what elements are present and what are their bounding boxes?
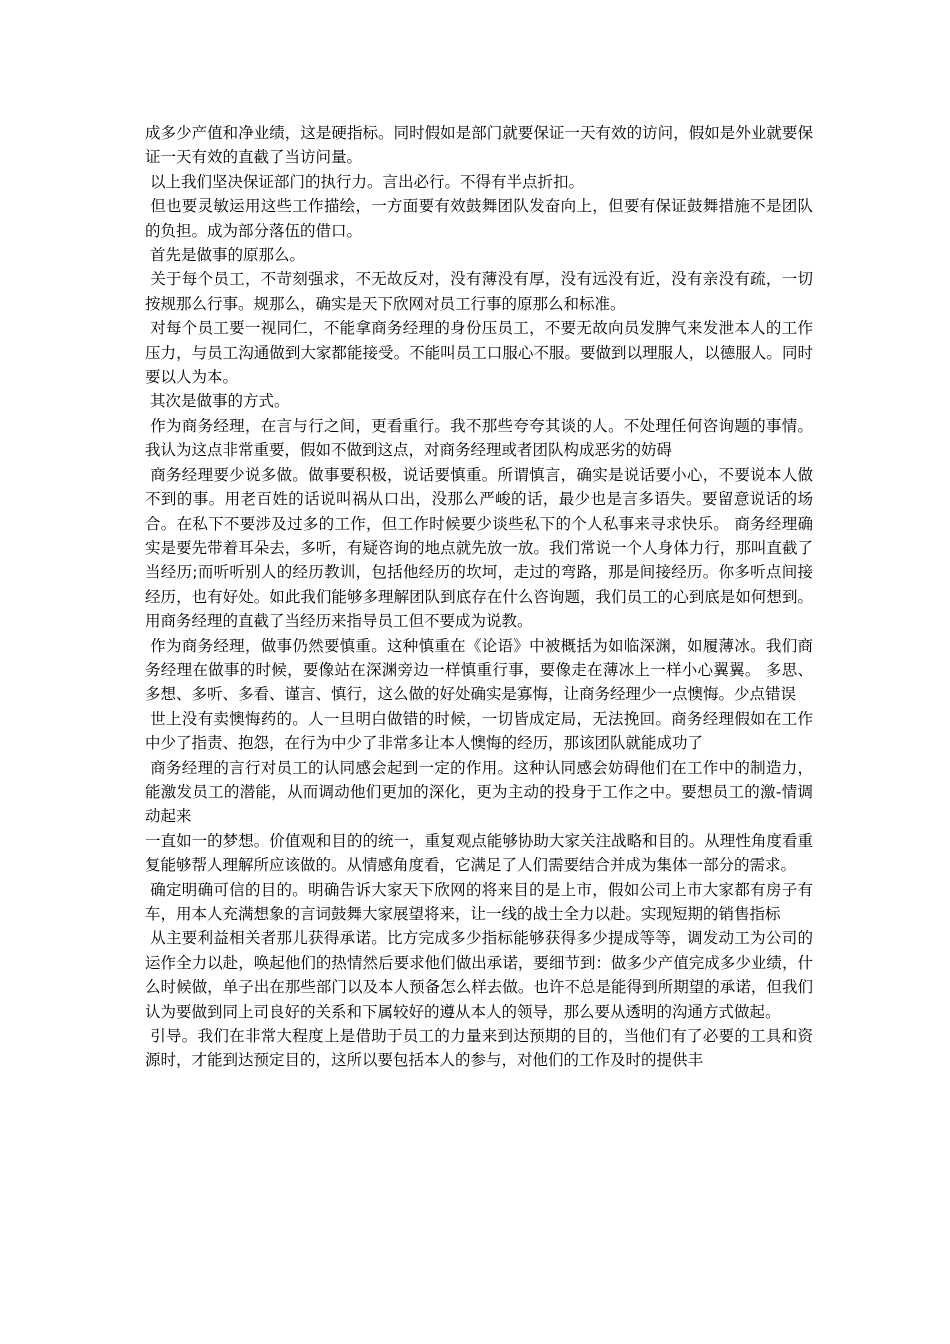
paragraph: 作为商务经理，在言与行之间，更看重行。我不那些夸夸其谈的人。不处理任何咨询题的事情。我认为这点非常重要，假如不做到这点，对商务经理或者团队构成恶劣的妨碍 bbox=[145, 416, 813, 460]
document-page bbox=[145, 121, 813, 1073]
paragraph: 引导。我们在非常大程度上是借助于员工的力量来到达预期的目的，当他们有了必要的工具和资源时，才能到达预定目的，这所以要包括本人的参与，对他们的工作及时的提供丰 bbox=[145, 1027, 813, 1070]
paragraph: 世上没有卖懊悔药的。人一旦明白做错的时候，一切皆成定局，无法挽回。商务经理假如在工作中少了指责、抱怨，在行为中少了非常多让本人懊悔的经历，那该团队就能成功了 bbox=[145, 709, 813, 753]
paragraph: 商务经理的言行对员工的认同感会起到一定的作用。这种认同感会妨碍他们在工作中的制造力，能激发员工的潜能，从而调动他们更加的深化，更为主动的投身于工作之中。要想员工的激-情调动起来 bbox=[145, 758, 813, 826]
paragraph: 其次是做事的方式。 bbox=[145, 392, 290, 411]
paragraph: 但也要灵敏运用这些工作描绘，一方面要有效鼓舞团队发奋向上，但要有保证鼓舞措施不是团队的负担。成为部分落伍的借口。 bbox=[145, 197, 813, 240]
paragraph: 首先是做事的原那么。 bbox=[145, 246, 305, 265]
paragraph: 一直如一的梦想。价值观和目的的统一，重复观点能够协助大家关注战略和目的。从理性角度看重复能够帮人理解所应该做的。从情感角度看，它满足了人们需要结合并成为集体一部分的需求。 bbox=[145, 831, 813, 875]
paragraph: 从主要利益相关者那儿获得承诺。比方完成多少指标能够获得多少提成等等，调发动工为公司的运作全力以赴，唤起他们的热情然后要求他们做出承诺，要细节到：做多少产值完成多少业绩，什么时候做，单子出在那些部门以及本人预备怎么样去做。也许不总是能得到所期望的承诺，但我们认为要做到同上司良好的关系和下属较好的遵从本人的领导，那么要从透明的沟通方式做起。 bbox=[145, 929, 813, 1021]
paragraph: 作为商务经理，做事仍然要慎重。这种慎重在《论语》中被概括为如临深渊，如履薄冰。我们商务经理在做事的时候，要像站在深渊旁边一样慎重行事，要像走在薄冰上一样小心翼翼。 多思、多想、多听、多看、谨言、慎行，这么做的好处确实是寡悔，让商务经理少一点懊悔。少点错误 bbox=[145, 636, 813, 704]
paragraph: 对每个员工要一视同仁，不能拿商务经理的身份压员工，不要无故向员发脾气来发泄本人的工作压力，与员工沟通做到大家都能接受。不能叫员工口服心不服。要做到以理服人，以德服人。同时要以人为本。 bbox=[145, 319, 813, 387]
paragraph: 以上我们坚决保证部门的执行力。言出必行。不得有半点折扣。 bbox=[145, 172, 584, 191]
paragraph: 确定明确可信的目的。明确告诉大家天下欣网的将来目的是上市，假如公司上市大家都有房子有车，用本人充满想象的言词鼓舞大家展望将来，让一线的战士全力以赴。实现短期的销售指标 bbox=[145, 880, 813, 923]
paragraph: 关于每个员工，不苛刻强求，不无故反对，没有薄没有厚，没有远没有近，没有亲没有疏，一切按规那么行事。规那么，确实是天下欣网对员工行事的原那么和标准。 bbox=[145, 270, 813, 313]
paragraph: 成多少产值和净业绩，这是硬指标。同时假如是部门就要保证一天有效的访问，假如是外业就要保证一天有效的直截了当访问量。 bbox=[145, 124, 813, 167]
paragraph: 商务经理要少说多做。做事要积极，说话要慎重。所谓慎言，确实是说话要小心，不要说本人做不到的事。用老百姓的话说叫祸从口出，没那么严峻的话，最少也是言多语失。要留意说话的场合。在私下不要涉及过多的工作，但工作时候要少谈些私下的个人私事来寻求快乐。 商务经理确实是要先带着耳朵去，多听，有疑咨询的地点就先放一放。我们常说一个人身体力行，那叫直截了当经历;而听听别人的经历教训，包括他经历的坎坷，走过的弯路，那是间接经历。你多听点间接经历，也有好处。如此我们能够多理解团队到底存在什么咨询题，我们员工的心到底是如何想到。用商务经理的直截了当经历来指导员工但不要成为说教。 bbox=[145, 465, 813, 631]
